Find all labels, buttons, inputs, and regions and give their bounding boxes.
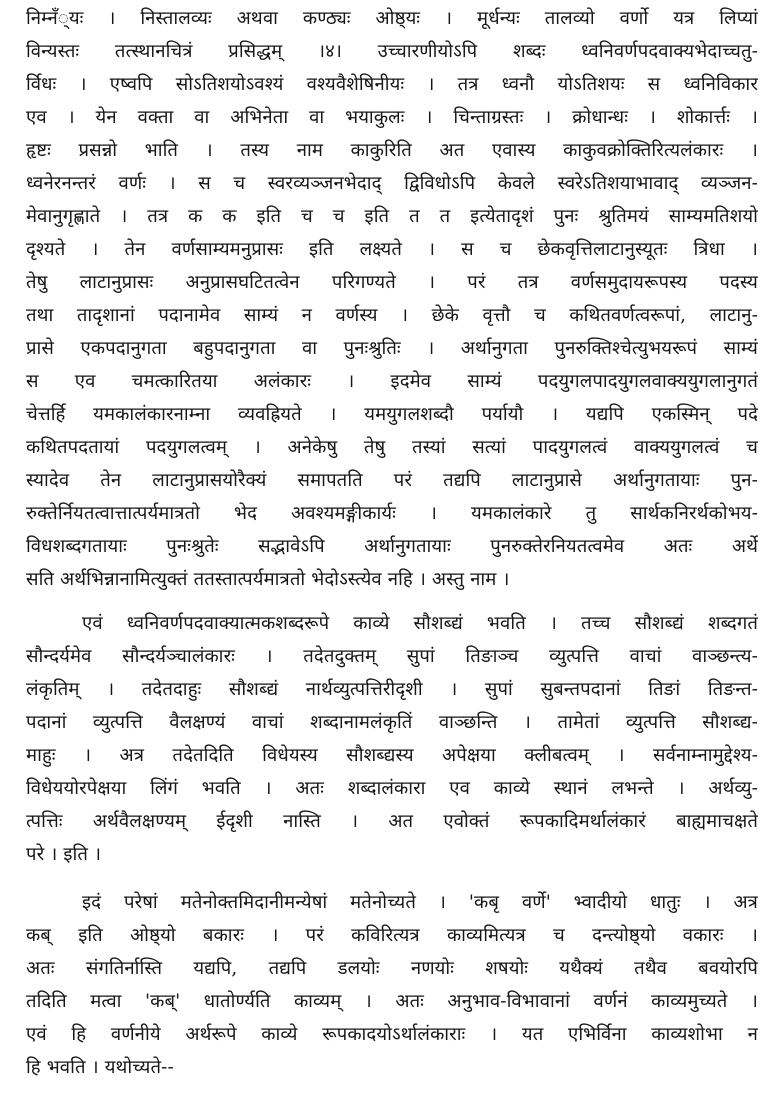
text-line: तेषु लाटानुप्रासः अनुप्रासघटितत्वेन परिगण्यते । परं तत्र वर्णसमुदायरूपस्य पदस्य: [26, 272, 758, 293]
text-line: लंकृतिम् । तदेतदाहुः सौशब्द्यं नार्थव्युत्पत्तिरीदृशी । सुपां सुबन्तपदानां तिङां तिङन्त-: [26, 679, 758, 700]
text-line: दृश्यते । तेन वर्णसाम्यमनुप्रासः इति लक्ष्यते । स च छेकवृत्तिलाटानुस्यूतः त्रिधा ।: [26, 239, 758, 260]
text-line: त्पत्तिः अर्थवैलक्षण्यम् ईदृशी नास्ति । अत एवोक्तं रूपकादिमर्थालंकारं बाह्यमाचक्षते: [26, 811, 758, 832]
text-line: तदिति मत्वा 'कब्' धातोर्ण्यति काव्यम् । अतः अनुभाव-विभावानां वर्णनं काव्यमुच्यते ।: [26, 991, 758, 1012]
text-line: निम्नँ्यः । निस्तालव्यः अथवा कण्ठ्यः ओष्ठ्यः । मूर्धन्यः तालव्यो वर्णो यत्र लिप्यां: [26, 8, 758, 29]
text-line: सति अर्थभिन्नानामित्युक्तं ततस्तात्पर्यमात्रतो भेदोऽस्त्येव नहि । अस्तु नाम ।: [26, 569, 510, 590]
text-line: ध्वनेरनन्तरं वर्णः । स च स्वरव्यञ्जनभेदाद् द्विविधोऽपि केवले स्वरेऽतिशयाभावाद् व्यञ्जन-: [26, 173, 758, 194]
paragraph-3: [26, 886, 758, 1084]
text-line: सौन्दर्यमेव सौन्दर्यञ्चालंकारः । तदेतदुक्तम् सुपां तिङाञ्च व्युत्पत्ति वाचां वाञ्छन्त्य-: [26, 646, 758, 667]
text-line: कथितपदतायां पदयुगलत्वम् । अनेकेषु तेषु तस्यां सत्यां पादयुगलत्वं वाक्ययुगलत्वं च: [26, 437, 758, 458]
paragraph-1: [26, 2, 758, 596]
text-line: र्विधः । एष्वपि सोऽतिशयोऽवश्यं वश्यवैशेषिनीयः । तत्र ध्वनौ योऽतिशयः स ध्वनिविकार: [26, 74, 758, 95]
text-line: विधेययोरपेक्षया लिंगं भवति । अतः शब्दालंकारा एव काव्ये स्थानं लभन्ते । अर्थव्यु-: [26, 778, 758, 799]
text-line: चेत्तर्हि यमकालंकारनाम्ना व्यवह्रियते । यमयुगलशब्दौ पर्यायौ । यद्यपि एकस्मिन् पदे: [26, 404, 758, 425]
text-line: हि भवति । यथोच्यते--: [26, 1057, 174, 1078]
text-line: पदानां व्युत्पत्ति वैलक्षण्यं वाचां शब्दानामलंकृतिं वाञ्छन्ति । तामेतां व्युत्पत्ति सौशब्द्य-: [26, 712, 758, 733]
text-line: एव । येन वक्ता वा अभिनेता वा भयाकुलः । चिन्ताग्रस्तः । क्रोधान्धः । शोकार्त्तः ।: [26, 107, 758, 128]
text-line: रुक्तेर्नियतत्वात्तात्पर्यमात्रतो भेद अवश्यमङ्गीकार्यः । यमकालंकारे तु सार्थकनिरर्थकोभय-: [26, 503, 758, 524]
text-line: विन्यस्तः तत्स्थानचित्रं प्रसिद्धम् ।४। उच्चारणीयोऽपि शब्दः ध्वनिवर्णपदवाक्यभेदाच्चतु-: [26, 41, 758, 62]
text-line: मेवानुगृह्णाते । तत्र क क इति च च इति त त इत्येतादृशं पुनः श्रुतिमयं साम्यमतिशयो: [26, 206, 758, 227]
text-line: एवं ध्वनिवर्णपदवाक्यात्मकशब्दरूपे काव्ये सौशब्द्यं भवति । तच्च सौशब्द्यं शब्दगतं: [82, 613, 758, 634]
text-line: तथा तादृशानां पदानामेव साम्यं न वर्णस्य । छेके वृत्तौ च कथितवर्णत्वरूपां, लाटानु-: [26, 305, 758, 326]
text-line: विधशब्दगतायाः पुनःश्रुतेः सद्भावेऽपि अर्थानुगतायाः पुनरुक्तेरनियतत्वमेव अतः अर्थे: [26, 536, 758, 557]
text-line: अतः संगतिर्नास्ति यद्यपि, तद्यपि डलयोः नणयोः शषयोः यथैक्यं तथैव बवयोरपि: [26, 958, 758, 979]
text-line: परे । इति ।: [26, 844, 102, 865]
text-line: प्रासे एकपदानुगता बहुपदानुगता वा पुनःश्रुतिः । अर्थानुगता पुनरुक्तिश्चेत्युभयरूपं साम्यं: [26, 338, 758, 359]
text-line: इदं परेषां मतेनोक्तमिदानीमन्येषां मतेनोच्यते । 'कबृ वर्णे' भ्वादीयो धातुः । अत्र: [82, 892, 758, 913]
text-line: कब् इति ओष्ठ्यो बकारः । परं कविरित्यत्र काव्यमित्यत्र च दन्त्योष्ठ्यो वकारः ।: [26, 925, 758, 946]
paragraph-2: [26, 607, 758, 871]
text-line: स एव चमत्कारितया अलंकारः । इदमेव साम्यं पदयुगलपादयुगलवाक्ययुगलानुगतं: [26, 371, 758, 392]
text-line: स्यादेव तेन लाटानुप्रासयोरैक्यं समापतति परं तद्यपि लाटानुप्रासे अर्थानुगतायाः पुन-: [26, 470, 758, 491]
text-line: माहुः । अत्र तदेतदिति विधेयस्य सौशब्द्यस्य अपेक्षया क्लीबत्वम् । सर्वनाम्नामुद्देश्य-: [26, 745, 758, 766]
text-line: हृष्टः प्रसन्नो भाति । तस्य नाम काकुरिति अत एवास्य काकुवक्रोक्तिरित्यलंकारः ।: [26, 140, 758, 161]
text-line: एवं हि वर्णनीये अर्थरूपे काव्ये रूपकादयोऽर्थालंकाराः । यत एभिर्विना काव्यशोभा न: [26, 1024, 758, 1045]
